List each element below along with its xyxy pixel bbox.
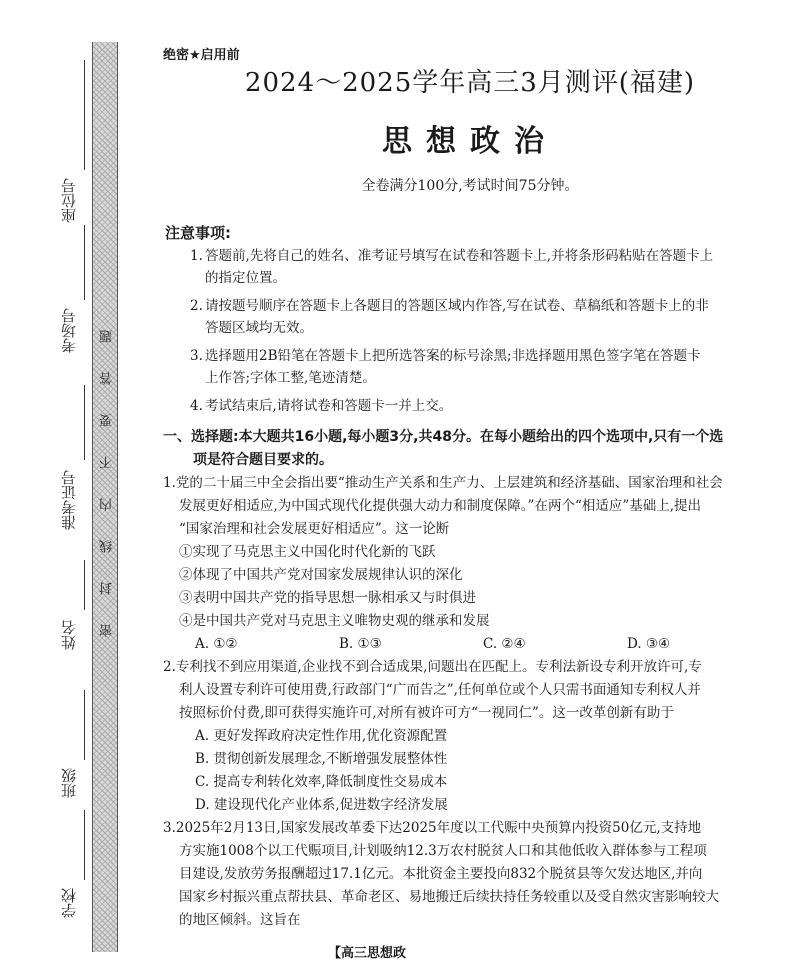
notice-text: 考试结束后,请将试卷和答题卡一并上交。: [205, 398, 453, 414]
notice-num: 4.: [190, 398, 203, 414]
question-text: 3.2025年2月13日,国家发展改革委下达2025年度以工代赈中央预算内投资50亿元,支持地: [163, 820, 702, 836]
option-b: B. ①③: [339, 636, 382, 652]
notice-list: [190, 245, 765, 423]
name-label: 姓名: [60, 620, 78, 650]
option-c: C. 提高专利转化效率,降低制度性交易成本: [195, 774, 448, 790]
statement: ②体现了中国共产党对国家发展规律认识的深化: [179, 567, 463, 583]
option-b: B. 贯彻创新发展理念,不断增强发展整体性: [195, 751, 448, 767]
binding-strip: [92, 42, 118, 952]
seat-number-label: 座位号: [60, 178, 78, 223]
notice-item: [190, 245, 765, 289]
secret-label: 绝密★启用前: [163, 48, 240, 63]
statement: ③表明中国共产党的指导思想一脉相承又与时俱进: [179, 590, 476, 606]
question-text: “国家治理和社会发展更好相适应”。这一论断: [179, 521, 450, 537]
exam-title: 2024～2025学年高三3月测评(福建): [244, 68, 696, 98]
question-text: 方实施1008个以工代赈项目,计划吸纳12.3万农村脱贫人口和其他低收入群体参与工程项: [179, 843, 707, 859]
exam-info: 全卷满分100分,考试时间75分钟。: [361, 178, 579, 194]
seal-char: 题: [100, 330, 115, 343]
question-text: 2.专利找不到应用渠道,企业找不到合适成果,问题出在匹配上。专利法新设专利开放许可,专: [163, 659, 702, 675]
section-text: 一、选择题:本大题共16小题,每小题3分,共48分。在每小题给出的四个选项中,只有一个选: [163, 429, 724, 445]
seal-char: 要: [100, 414, 115, 427]
exam-room-label: 考场号: [60, 308, 78, 353]
notice-text: 请按题号顺序在答题卡上各题目的答题区域内作答,写在试卷、草稿纸和答题卡上的非: [205, 298, 709, 314]
notice-item: [190, 395, 765, 417]
seat-line: [84, 60, 85, 170]
notice-item: [190, 295, 765, 339]
notice-text-cont: 的指定位置。: [205, 270, 286, 286]
room-line: [84, 225, 85, 300]
notice-num: 1.: [190, 248, 203, 264]
question-text: 按照标价付费,即可获得实施许可,对所有被许可方“一视同仁”。这一改革创新有助于: [179, 705, 674, 721]
school-line: [84, 810, 85, 880]
option-a: A. 更好发挥政府决定性作用,优化资源配置: [195, 728, 448, 744]
seal-char: 内: [100, 498, 115, 511]
subject-title: 思想政治: [382, 124, 558, 159]
notice-num: 2.: [190, 298, 203, 314]
notice-text: 选择题用2B铅笔在答题卡上把所选答案的标号涂黑;非选择题用黑色签字笔在答题卡: [205, 348, 701, 364]
question-text: 国家乡村振兴重点帮扶县、革命老区、易地搬迁后续扶持任务较重以及受自然灾害影响较大: [179, 889, 719, 905]
seal-char: 不: [100, 456, 115, 469]
option-d: D. ③④: [627, 636, 671, 652]
notice-text-cont: 上作答;字体工整,笔迹清楚。: [205, 370, 376, 386]
option-c: C. ②④: [483, 636, 526, 652]
school-label: 学校: [60, 888, 78, 918]
footer-label: 【高三思想政: [328, 946, 407, 961]
name-line: [84, 560, 85, 610]
question-3: [163, 817, 771, 932]
option-row: [163, 633, 771, 656]
question-text: 的地区倾斜。这旨在: [179, 912, 301, 928]
notice-text-cont: 答题区域均无效。: [205, 320, 313, 336]
statement: ④是中国共产党对马克思主义唯物史观的继承和发展: [179, 613, 490, 629]
section-text-cont: 项是符合题目要求的。: [193, 452, 333, 468]
question-text: 目建设,发放劳务报酬超过17.1亿元。本批资金主要投向832个脱贫县等欠发达地区,并向: [179, 866, 703, 882]
notice-num: 3.: [190, 348, 203, 364]
seal-char: 线: [100, 540, 115, 553]
question-text: 利人设置专利许可使用费,行政部门“广而告之”,任何单位或个人只需书面通知专利权人并: [179, 682, 701, 698]
notice-heading: 注意事项:: [165, 224, 231, 242]
question-1: [163, 472, 771, 656]
question-text: 1.党的二十届三中全会指出要“推动生产关系和生产力、上层建筑和经济基础、国家治理和社会: [163, 475, 723, 491]
class-line: [84, 690, 85, 760]
seal-char: 答: [100, 372, 115, 385]
notice-text: 答题前,先将自己的姓名、准考证号填写在试卷和答题卡上,并将条形码粘贴在答题卡上: [205, 248, 714, 264]
seal-char: 密: [100, 624, 115, 637]
notice-item: [190, 345, 765, 389]
question-2: [163, 656, 771, 817]
statement: ①实现了马克思主义中国化时代化新的飞跃: [179, 544, 436, 560]
option-a: A. ①②: [195, 636, 238, 652]
seal-char: 封: [100, 582, 115, 595]
ticket-number-label: 准考证号: [60, 470, 78, 530]
section-heading: [163, 426, 768, 472]
ticket-line: [84, 385, 85, 460]
option-d: D. 建设现代化产业体系,促进数字经济发展: [195, 797, 448, 813]
class-label: 班级: [60, 768, 78, 798]
question-text: 发展更好相适应,为中国式现代化提供强大动力和制度保障。”在两个“相适应”基础上,提出: [179, 498, 702, 514]
